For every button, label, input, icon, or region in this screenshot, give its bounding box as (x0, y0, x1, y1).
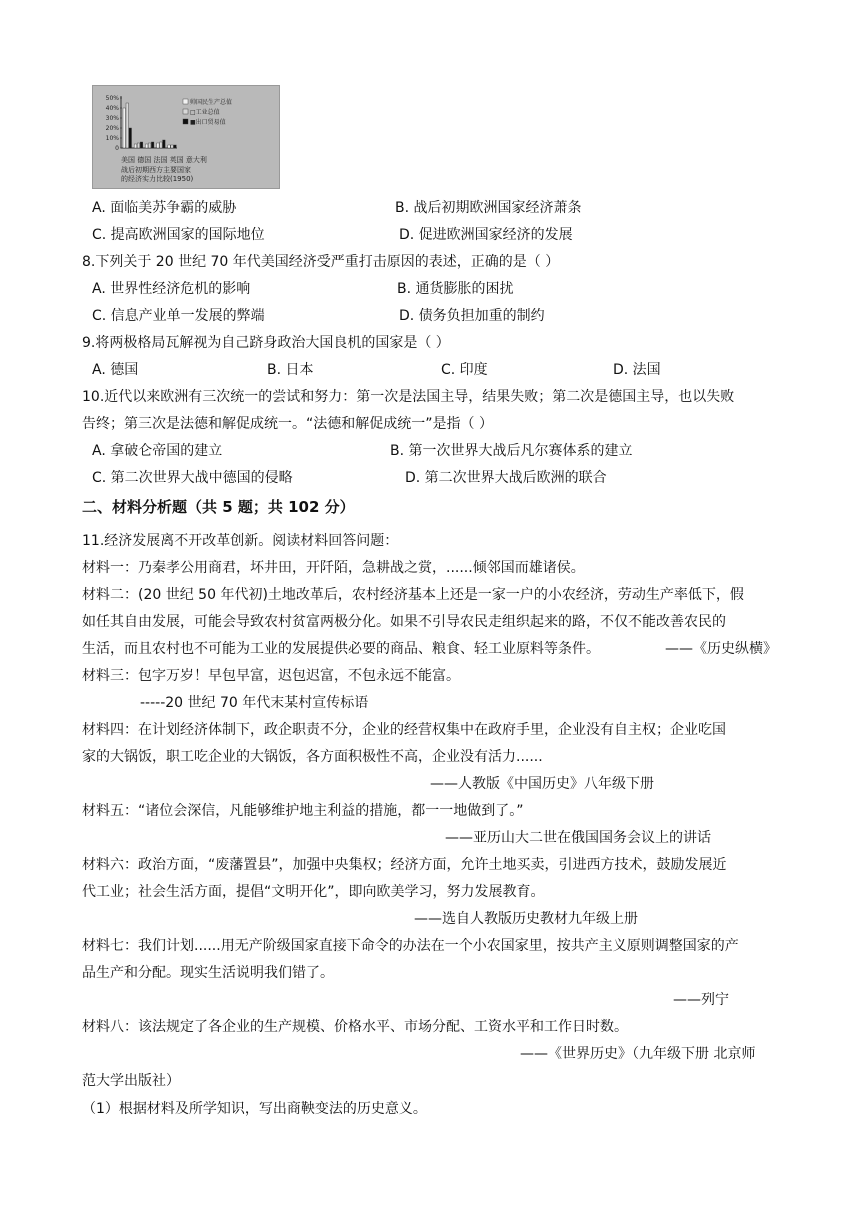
bar-1-0 (134, 144, 137, 148)
material-2-line2: 如任其自由发展，可能会导致农村贫富两极分化。如果不引导农民走组织起来的路，不仅不能改善农民的 (82, 614, 726, 630)
legend-label: ■出口贸易值 (190, 119, 226, 126)
economic-strength-chart (92, 85, 280, 189)
y-tick-label: 50% (105, 95, 119, 102)
legend-swatch (183, 119, 188, 124)
material-6-line1: 材料六：政治方面，“废藩置县”，加强中央集权；经济方面，允许土地买卖，引进西方技术，鼓励发展近 (82, 857, 727, 873)
bar-3-0 (157, 143, 160, 148)
bar-4-1 (171, 145, 174, 148)
bar-0-2 (129, 128, 132, 148)
material-2-line3: 生活，而且农村也不可能为工业的发展提供必要的商品、粮食、轻工业原料等条件。 (82, 641, 600, 657)
bar-2-1 (148, 143, 151, 148)
material-2-source: ——《历史纵横》 (665, 641, 777, 657)
material-7-line2: 品生产和分配。现实生活说明我们错了。 (82, 965, 334, 981)
section-2-heading: 二、材料分析题（共 5 题；共 102 分） (82, 498, 355, 516)
q11-subquestion-1: （1）根据材料及所学知识，写出商鞅变法的历史意义。 (82, 1101, 427, 1117)
legend-label: □工业总值 (190, 109, 220, 116)
bar-4-2 (174, 145, 177, 148)
material-7-line1: 材料七：我们计划......用无产阶级国家直接下命令的办法在一个小农国家里，按共产主义原则调整国家的产 (82, 938, 739, 954)
q7-option-a: A. 面临美苏争霸的威胁 (92, 200, 237, 216)
material-1: 材料一：乃秦孝公用商君，坏井田，开阡陌，急耕战之赏，......倾邻国而雄诸侯。 (82, 560, 585, 576)
q11-stem: 11.经济发展离不开改革创新。阅读材料回答问题： (82, 533, 399, 549)
q8-option-b: B. 通货膨胀的困扰 (397, 281, 514, 297)
q8-option-a: A. 世界性经济危机的影响 (92, 281, 251, 297)
bar-3-2 (163, 140, 166, 148)
material-5-source: ——亚历山大二世在俄国国务会议上的讲话 (445, 830, 711, 846)
y-tick-label: 30% (105, 115, 119, 122)
material-8-source-line1: ——《世界历史》（九年级下册 北京师 (520, 1046, 756, 1062)
legend-label: 帅国民生产总值 (190, 99, 233, 106)
bar-0-0 (123, 108, 126, 148)
bar-4-0 (168, 145, 171, 148)
q8-stem: 8.下列关于 20 世纪 70 年代美国经济受严重打击原因的表述，正确的是（ ） (82, 254, 560, 270)
bar-2-0 (145, 144, 148, 148)
q10-option-c: C. 第二次世界大战中德国的侵略 (92, 470, 293, 486)
material-4-source: ——人教版《中国历史》八年级下册 (430, 776, 654, 792)
y-tick-label: 20% (105, 125, 119, 132)
q9-option-b: B. 日本 (267, 362, 314, 378)
material-3-source: -----20 世纪 70 年代末某村宣传标语 (140, 695, 369, 711)
y-tick-label: 10% (105, 135, 119, 142)
chart-caption-line1: 战后初期西方主要国家 (121, 166, 191, 174)
bar-0-1 (126, 103, 129, 148)
q8-option-c: C. 信息产业单一发展的弊端 (92, 308, 265, 324)
material-6-line2: 代工业；社会生活方面，提倡“文明开化”，即向欧美学习，努力发展教育。 (82, 884, 545, 900)
q10-stem-line1: 10.近代以来欧洲有三次统一的尝试和努力：第一次是法国主导，结果失败；第二次是德国主导，也以失败 (82, 389, 735, 405)
q7-option-b: B. 战后初期欧洲国家经济萧条 (395, 200, 582, 216)
q7-option-d: D. 促进欧洲国家经济的发展 (399, 227, 573, 243)
q10-option-d: D. 第二次世界大战后欧洲的联合 (405, 470, 607, 486)
q9-option-d: D. 法国 (613, 362, 661, 378)
legend-swatch (183, 99, 188, 104)
material-5: 材料五：“诸位会深信，凡能够维护地主利益的措施，都一一地做到了。” (82, 803, 524, 819)
chart-countries: 美国 德国 法国 英国 意大利 (121, 156, 207, 164)
material-2-line1: 材料二：(20 世纪 50 年代初)土地改革后，农村经济基本上还是一家一户的小农经济，劳动生产率低下，假 (82, 587, 744, 603)
bar-1-1 (137, 143, 140, 148)
legend-swatch (183, 109, 188, 114)
y-tick-label: 40% (105, 105, 119, 112)
q9-option-a: A. 德国 (92, 362, 139, 378)
material-6-source: ——选自人教版历史教材九年级上册 (414, 911, 638, 927)
y-tick-label: 0 (115, 145, 119, 152)
bar-2-2 (151, 142, 154, 148)
q10-option-a: A. 拿破仑帝国的建立 (92, 443, 223, 459)
material-3: 材料三：包字万岁！早包早富，迟包迟富，不包永远不能富。 (82, 668, 460, 684)
q9-stem: 9.将两极格局瓦解视为自己跻身政治大国良机的国家是（ ） (82, 335, 450, 351)
material-4-line2: 家的大锅饭，职工吃企业的大锅饭，各方面积极性不高，企业没有活力...... (82, 749, 543, 765)
q9-option-c: C. 印度 (441, 362, 488, 378)
material-8: 材料八：该法规定了各企业的生产规模、价格水平、市场分配、工资水平和工作日时数。 (82, 1019, 628, 1035)
bar-1-2 (140, 142, 143, 148)
material-4-line1: 材料四：在计划经济体制下，政企职责不分，企业的经营权集中在政府手里，企业没有自主权；企业吃国 (82, 722, 726, 738)
q10-stem-line2: 告终；第三次是法德和解促成统一。“法德和解促成统一”是指（ ） (82, 416, 493, 432)
q10-option-b: B. 第一次世界大战后凡尔赛体系的建立 (390, 443, 633, 459)
chart-caption-line2: 的经济实力比较(1950) (121, 175, 194, 183)
bar-3-1 (160, 142, 163, 148)
q8-option-d: D. 债务负担加重的制约 (399, 308, 545, 324)
material-7-source: ——列宁 (673, 992, 729, 1008)
q7-option-c: C. 提高欧洲国家的国际地位 (92, 227, 265, 243)
material-8-source-line2: 范大学出版社） (82, 1073, 180, 1089)
